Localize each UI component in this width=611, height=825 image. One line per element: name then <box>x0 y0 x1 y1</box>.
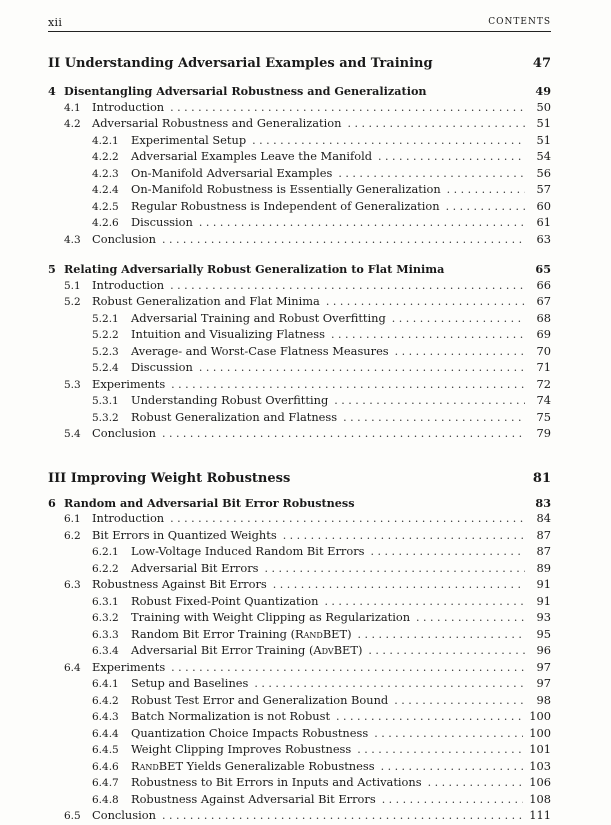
part-page: 81 <box>532 470 551 486</box>
entry-number: 5.4 <box>64 428 81 440</box>
toc-subsection-entry[interactable] <box>48 215 551 232</box>
entry-page: 95 <box>536 626 551 641</box>
entry-page: 69 <box>536 327 551 341</box>
toc-subsection-entry[interactable] <box>48 393 551 410</box>
entry-title: Bit Errors in Quantized Weights <box>92 527 277 542</box>
entry-number: 4.2.4 <box>92 184 119 196</box>
toc-section-entry[interactable] <box>48 278 551 295</box>
dot-leader <box>334 393 525 409</box>
entry-title: Understanding Robust Overfitting <box>131 393 329 407</box>
dot-leader <box>331 327 525 343</box>
dot-leader <box>254 676 525 692</box>
chapter-number: 5 <box>48 262 56 276</box>
dot-leader <box>378 149 525 165</box>
toc-subsection-entry[interactable] <box>48 775 551 792</box>
dot-leader <box>264 561 525 577</box>
entry-title: Conclusion <box>92 231 156 246</box>
entry-title: Batch Normalization is not Robust <box>131 709 331 723</box>
toc-section-entry[interactable] <box>48 100 551 117</box>
running-head <box>48 14 551 32</box>
entry-number: 6.4.8 <box>92 793 119 806</box>
toc-subsection-entry[interactable] <box>48 726 551 743</box>
entry-number: 5.2.1 <box>92 312 119 325</box>
entry-page: 72 <box>536 376 551 391</box>
entry-number: 4.2.6 <box>92 217 119 229</box>
entry-title: Robust Fixed-Point Quantization <box>131 593 319 608</box>
toc-subsection-entry[interactable] <box>48 693 551 710</box>
entry-title: Experiments <box>92 659 166 674</box>
entry-page: 87 <box>536 544 551 558</box>
header-rule <box>48 31 551 32</box>
entry-title: Adversarial Bit Errors <box>131 560 259 575</box>
dot-leader <box>324 594 525 610</box>
dot-leader <box>347 116 525 132</box>
entry-page: 74 <box>536 393 551 407</box>
entry-title: Conclusion <box>92 808 156 822</box>
toc-subsection-entry[interactable] <box>48 133 551 150</box>
entry-title: Low-Voltage Induced Random Bit Errors <box>131 544 365 558</box>
toc-subsection-entry[interactable] <box>48 544 551 561</box>
entry-page: 96 <box>536 643 551 657</box>
entry-number: 4.2.5 <box>92 200 119 213</box>
entry-number: 5.1 <box>64 279 81 292</box>
entry-number: 6.2.1 <box>92 546 119 558</box>
toc-subsection-entry[interactable] <box>48 344 551 361</box>
toc-section-entry[interactable] <box>48 528 551 545</box>
entry-title: Random Bit Error Training (RandBET) <box>131 626 352 641</box>
entry-page: 84 <box>536 511 551 525</box>
entry-title: Robustness to Bit Errors in Inputs and Activations <box>131 775 422 789</box>
entry-page: 101 <box>529 742 551 756</box>
dot-leader <box>416 610 525 626</box>
toc-subsection-entry[interactable] <box>48 759 551 776</box>
toc-subsection-entry[interactable] <box>48 166 551 183</box>
toc-section-entry[interactable] <box>48 232 551 249</box>
table-of-contents <box>48 56 551 825</box>
entry-title: Regular Robustness is Independent of Generalization <box>131 198 440 213</box>
entry-number: 6.5 <box>64 810 81 822</box>
chapter-title: Relating Adversarially Robust Generalization to Flat Minima <box>64 262 445 276</box>
toc-subsection-entry[interactable] <box>48 360 551 377</box>
part-title: II Understanding Adversarial Examples and Training <box>48 56 433 71</box>
entry-title: Robustness Against Bit Errors <box>92 577 267 591</box>
toc-subsection-entry[interactable] <box>48 199 551 216</box>
dot-leader <box>343 410 525 426</box>
entry-number: 4.1 <box>64 101 81 114</box>
dot-leader <box>162 426 525 442</box>
entry-number: 4.2 <box>64 118 81 130</box>
entry-page: 100 <box>529 725 551 740</box>
entry-page: 60 <box>536 198 551 213</box>
chapter-title: Random and Adversarial Bit Error Robustness <box>64 495 355 510</box>
entry-page: 111 <box>529 808 551 822</box>
entry-title: Robust Generalization and Flatness <box>131 409 338 424</box>
dot-leader <box>374 726 523 742</box>
entry-number: 6.4.5 <box>92 744 119 756</box>
dot-leader <box>447 182 525 198</box>
dot-leader <box>273 577 525 593</box>
toc-section-entry[interactable] <box>48 294 551 311</box>
entry-number: 4.2.3 <box>92 167 119 180</box>
entry-page: 93 <box>536 610 551 624</box>
entry-page: 75 <box>536 409 551 424</box>
dot-leader <box>162 232 525 248</box>
entry-page: 100 <box>529 709 551 723</box>
dot-leader <box>394 693 525 709</box>
dot-leader <box>428 775 524 791</box>
toc-section-entry[interactable] <box>48 808 551 825</box>
dot-leader <box>199 215 525 231</box>
entry-page: 106 <box>529 775 551 789</box>
entry-number: 6.2 <box>64 529 81 542</box>
dot-leader <box>338 166 525 182</box>
entry-title: Discussion <box>131 360 193 374</box>
entry-title: Robust Test Error and Generalization Bound <box>131 692 389 707</box>
dot-leader <box>170 100 525 116</box>
dot-leader <box>368 643 525 659</box>
entry-number: 6.3.4 <box>92 645 119 657</box>
entry-page: 87 <box>536 527 551 542</box>
dot-leader <box>171 377 525 393</box>
dot-leader <box>283 528 525 544</box>
entry-title: Experimental Setup <box>131 132 247 147</box>
dot-leader <box>381 759 524 775</box>
dot-leader <box>252 133 525 149</box>
dot-leader <box>162 808 523 824</box>
entry-number: 6.4.4 <box>92 727 119 740</box>
dot-leader <box>382 792 524 808</box>
entry-page: 91 <box>536 593 551 608</box>
toc-subsection-entry[interactable] <box>48 676 551 693</box>
entry-number: 6.2.2 <box>92 562 119 575</box>
entry-number: 6.3 <box>64 579 81 591</box>
toc-section-entry[interactable] <box>48 116 551 133</box>
entry-title: Robustness Against Adversarial Bit Errors <box>131 791 376 806</box>
entry-number: 5.3 <box>64 378 81 391</box>
entry-page: 51 <box>536 116 551 130</box>
chapter-number: 6 <box>48 495 56 510</box>
toc-subsection-entry[interactable] <box>48 149 551 166</box>
entry-page: 63 <box>536 231 551 246</box>
toc-subsection-entry[interactable] <box>48 627 551 644</box>
entry-title: On-Manifold Adversarial Examples <box>131 165 333 180</box>
entry-title: Average- and Worst-Case Flatness Measures <box>131 343 389 358</box>
entry-number: 6.4.2 <box>92 694 119 707</box>
toc-subsection-entry[interactable] <box>48 410 551 427</box>
toc-subsection-entry[interactable] <box>48 594 551 611</box>
part-heading[interactable] <box>48 56 551 71</box>
toc-section-entry[interactable] <box>48 377 551 394</box>
toc-subsection-entry[interactable] <box>48 561 551 578</box>
chapter-heading[interactable] <box>48 84 551 100</box>
toc-subsection-entry[interactable] <box>48 742 551 759</box>
page-number-label: xii <box>48 16 63 29</box>
toc-section-entry[interactable] <box>48 577 551 594</box>
dot-leader <box>395 344 525 360</box>
entry-number: 4.2.1 <box>92 134 119 147</box>
chapter-heading[interactable] <box>48 496 551 512</box>
toc-subsection-entry[interactable] <box>48 311 551 328</box>
part-title: III Improving Weight Robustness <box>48 470 291 486</box>
entry-page: 57 <box>536 182 551 196</box>
entry-title: Intuition and Visualizing Flatness <box>131 327 325 341</box>
dot-leader <box>171 660 525 676</box>
entry-title: Robust Generalization and Flat Minima <box>92 294 320 308</box>
toc-section-entry[interactable] <box>48 511 551 528</box>
dot-leader <box>446 199 525 215</box>
entry-number: 4.2.2 <box>92 151 119 163</box>
entry-number: 5.3.1 <box>92 395 119 407</box>
chapter-heading[interactable] <box>48 262 551 278</box>
chapter-number: 4 <box>48 84 56 98</box>
toc-subsection-entry[interactable] <box>48 327 551 344</box>
dot-leader <box>326 294 525 310</box>
toc-subsection-entry[interactable] <box>48 643 551 660</box>
entry-page: 79 <box>536 426 551 440</box>
dot-leader <box>170 511 525 527</box>
entry-number: 5.2.3 <box>92 345 119 358</box>
dot-leader <box>357 742 523 758</box>
entry-number: 5.2.2 <box>92 329 119 341</box>
entry-title: Introduction <box>92 99 165 114</box>
running-head-title: CONTENTS <box>488 17 551 27</box>
toc-subsection-entry[interactable] <box>48 182 551 199</box>
entry-page: 98 <box>536 692 551 707</box>
entry-title: On-Manifold Robustness is Essentially Generalization <box>131 182 441 196</box>
entry-page: 68 <box>536 310 551 325</box>
entry-number: 6.4.6 <box>92 760 119 773</box>
chapter-page: 49 <box>535 84 551 98</box>
entry-number: 5.3.2 <box>92 411 119 424</box>
entry-number: 4.3 <box>64 233 81 246</box>
entry-page: 103 <box>529 758 551 773</box>
entry-page: 56 <box>536 165 551 180</box>
entry-title: Training with Weight Clipping as Regularization <box>131 610 411 624</box>
toc-subsection-entry[interactable] <box>48 709 551 726</box>
entry-number: 5.2.4 <box>92 362 119 374</box>
entry-page: 91 <box>536 577 551 591</box>
entry-page: 108 <box>529 791 551 806</box>
entry-number: 6.1 <box>64 513 81 525</box>
entry-title: Adversarial Robustness and Generalization <box>92 116 342 130</box>
entry-number: 5.2 <box>64 296 81 308</box>
entry-number: 6.4.3 <box>92 711 119 723</box>
entry-page: 71 <box>536 360 551 374</box>
dot-leader <box>392 311 525 327</box>
chapter-page: 65 <box>535 262 551 276</box>
entry-page: 97 <box>536 676 551 690</box>
entry-page: 66 <box>536 277 551 292</box>
entry-page: 70 <box>536 343 551 358</box>
entry-page: 97 <box>536 659 551 674</box>
entry-number: 6.4 <box>64 661 81 674</box>
toc-subsection-entry[interactable] <box>48 610 551 627</box>
dot-leader <box>170 278 525 294</box>
chapter-title: Disentangling Adversarial Robustness and Generalization <box>64 84 427 98</box>
entry-title: Introduction <box>92 277 165 292</box>
entry-title: Setup and Baselines <box>131 676 249 690</box>
entry-number: 6.3.2 <box>92 612 119 624</box>
entry-title: Weight Clipping Improves Robustness <box>131 742 352 756</box>
entry-title: Adversarial Examples Leave the Manifold <box>131 149 372 163</box>
entry-title: Adversarial Training and Robust Overfitting <box>131 310 386 325</box>
entry-title: Introduction <box>92 511 165 525</box>
entry-title: Discussion <box>131 215 193 229</box>
entry-page: 50 <box>536 99 551 114</box>
dot-leader <box>336 709 523 725</box>
entry-number: 6.3.1 <box>92 595 119 608</box>
entry-page: 61 <box>536 215 551 229</box>
toc-section-entry[interactable] <box>48 426 551 443</box>
entry-title: RandBET Yields Generalizable Robustness <box>131 758 375 773</box>
entry-page: 51 <box>536 132 551 147</box>
toc-section-entry[interactable] <box>48 660 551 677</box>
dot-leader <box>199 360 525 376</box>
entry-title: Conclusion <box>92 426 156 440</box>
entry-number: 6.4.1 <box>92 678 119 690</box>
entry-number: 6.3.3 <box>92 628 119 641</box>
entry-page: 67 <box>536 294 551 308</box>
entry-title: Experiments <box>92 376 166 391</box>
entry-number: 6.4.7 <box>92 777 119 789</box>
entry-page: 89 <box>536 560 551 575</box>
entry-title: Adversarial Bit Error Training (AdvBET) <box>131 643 363 657</box>
entry-page: 54 <box>536 149 551 163</box>
part-heading[interactable] <box>48 471 551 486</box>
entry-title: Quantization Choice Impacts Robustness <box>131 725 369 740</box>
dot-leader <box>358 627 525 643</box>
part-page: 47 <box>532 56 551 71</box>
chapter-page: 83 <box>535 495 551 510</box>
dot-leader <box>371 544 526 560</box>
